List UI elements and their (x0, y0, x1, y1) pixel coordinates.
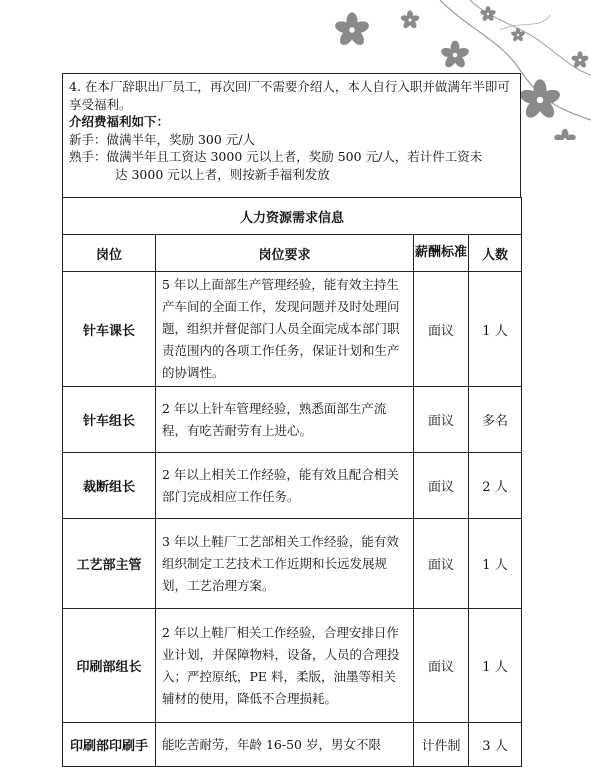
requirement-cell: 5 年以上面部生产管理经验，能有效主持生产车间的全面工作，发现问题并及时处理问题，组织并督促部门人员全面完成本部门职责范围内的各项工作任务，保证计划和生产的协调性。 (156, 272, 414, 387)
position-cell: 印刷部印刷手 (63, 723, 156, 767)
hr-demand-table (62, 197, 522, 767)
table-row (63, 272, 522, 387)
position-cell: 裁断组长 (63, 453, 156, 519)
position-cell: 针车组长 (63, 387, 156, 453)
salary-cell: 面议 (414, 387, 469, 453)
count-cell: 1 人 (469, 609, 522, 723)
novice-reward: 新手：做满半年，奖励 300 元/人 (69, 131, 256, 147)
referral-notes (62, 73, 521, 197)
position-cell: 工艺部主管 (63, 519, 156, 609)
table-row (63, 387, 522, 453)
header-salary: 薪酬标准 (414, 235, 469, 272)
table-row (63, 519, 522, 609)
fee-heading: 介绍费福利如下： (69, 114, 170, 129)
table-row (63, 723, 522, 767)
table-row (63, 609, 522, 723)
count-cell: 1 人 (469, 519, 522, 609)
requirement-cell: 2 年以上相关工作经验，能有效且配合相关部门完成相应工作任务。 (156, 453, 414, 519)
skilled-reward-line2: 达 3000 元以上者，则按新手福利发放 (115, 166, 330, 182)
count-cell: 1 人 (469, 272, 522, 387)
salary-cell: 计件制 (414, 723, 469, 767)
header-requirement: 岗位要求 (156, 235, 414, 272)
table-row (63, 453, 522, 519)
rule-4: 4. 在本厂辞职出厂员工，再次回厂不需要介绍人，本人自行入职并做满年半即可享受福利。 (69, 79, 510, 112)
salary-cell: 面议 (414, 272, 469, 387)
position-cell: 针车课长 (63, 272, 156, 387)
count-cell: 2 人 (469, 453, 522, 519)
count-cell: 3 人 (469, 723, 522, 767)
header-position: 岗位 (63, 235, 156, 272)
document-frame (62, 73, 521, 763)
position-cell: 印刷部组长 (63, 609, 156, 723)
salary-cell: 面议 (414, 609, 469, 723)
table-title: 人力资源需求信息 (63, 198, 522, 235)
salary-cell: 面议 (414, 519, 469, 609)
requirement-cell: 3 年以上鞋厂工艺部相关工作经验，能有效组织制定工艺技术工作近期和长远发展规划，工艺治理方案。 (156, 519, 414, 609)
requirement-cell: 能吃苦耐劳，年龄 16-50 岁，男女不限 (156, 723, 414, 767)
skilled-reward-line1: 熟手：做满半年且工资达 3000 元以上者，奖励 500 元/人，若计件工资未 (69, 149, 483, 164)
salary-cell: 面议 (414, 453, 469, 519)
count-cell: 多名 (469, 387, 522, 453)
requirement-cell: 2 年以上鞋厂相关工作经验，合理安排日作业计划，并保障物料，设备，人员的合理投入；严控原纸，PE 料，柔版，油墨等相关辅材的使用，降低不合理损耗。 (156, 609, 414, 723)
header-count: 人数 (469, 235, 522, 272)
requirement-cell: 2 年以上针车管理经验，熟悉面部生产流程，有吃苦耐劳有上进心。 (156, 387, 414, 453)
